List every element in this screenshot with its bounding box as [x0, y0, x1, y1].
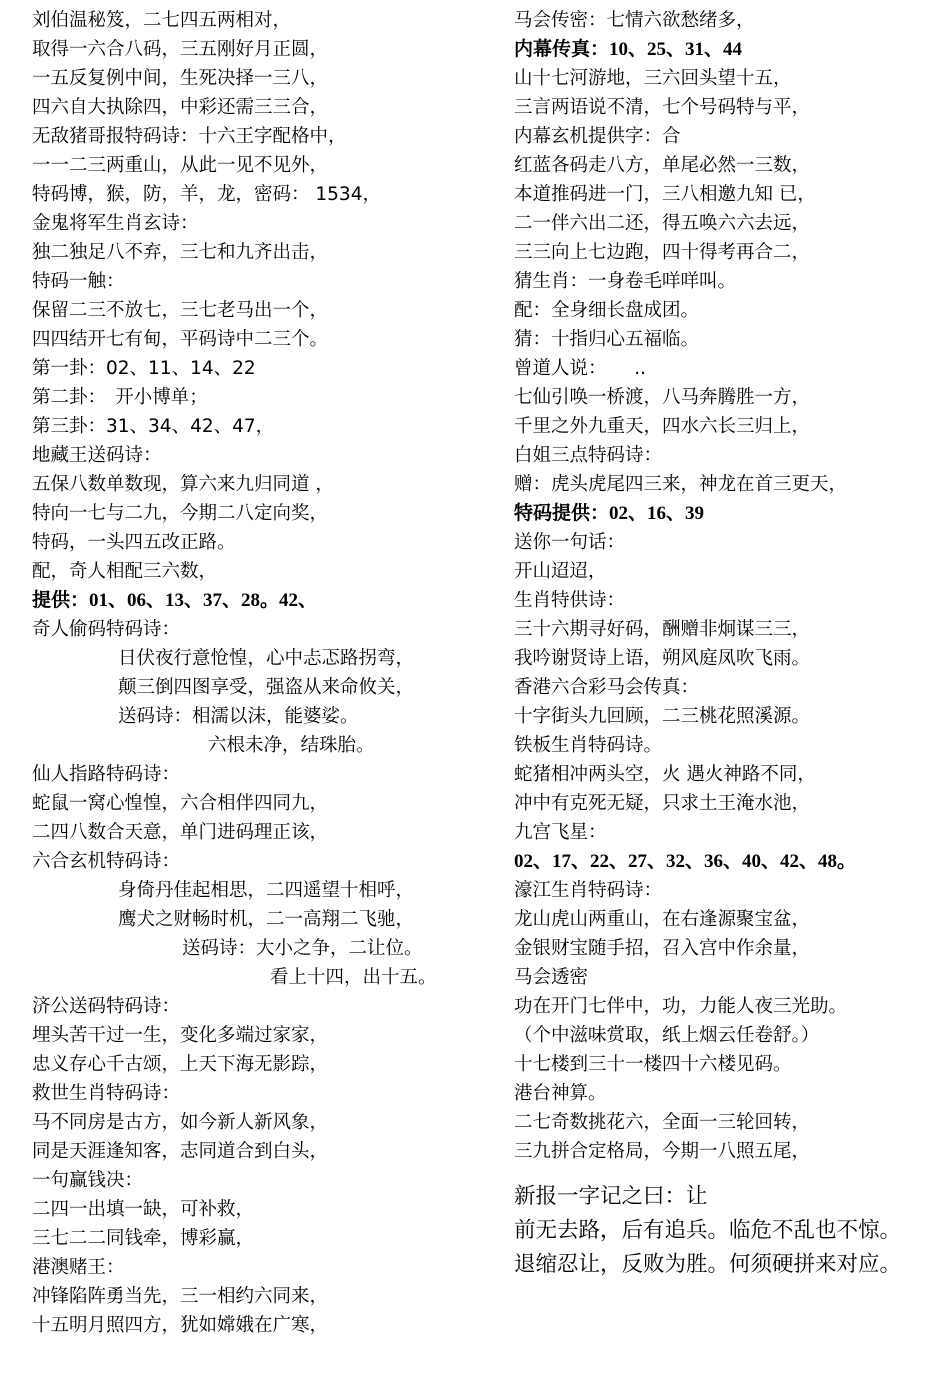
section-heading: 铁板生肖特码诗。 — [514, 735, 663, 756]
spacer — [514, 1166, 932, 1180]
text-line: 配：全身细长盘成团。 — [514, 300, 700, 321]
text-line: 第三卦：31、34、42、47， — [32, 416, 275, 437]
text-line: 送码诗：大小之争，二让位。 — [182, 938, 423, 959]
text-line: 日伏夜行意怆惶，心中忐忑路拐弯， — [118, 648, 415, 669]
text-line: 一五反复例中间，生死决择一三八， — [32, 68, 329, 89]
text-line: 埋头苦干过一生，变化多端过家家， — [32, 1025, 329, 1046]
text-line: 猜生肖：一身卷毛咩咩叫。 — [514, 271, 737, 292]
footer-heading: 新报一字记之曰：让 — [514, 1184, 708, 1209]
text-line: 十七楼到三十一楼四十六楼见码。 — [514, 1054, 792, 1075]
text-line: 内幕玄机提供字：合 — [514, 126, 681, 147]
text-line: 马不同房是古方，如今新人新风象， — [32, 1112, 329, 1133]
footer-line: 前无去路，后有追兵。临危不乱也不惊。 — [514, 1218, 902, 1243]
text-line: 七仙引唤一桥渡，八马奔腾胜一方， — [514, 387, 811, 408]
left-column — [32, 6, 492, 1340]
footer-line: 退缩忍让，反败为胜。何须硬拼来对应。 — [514, 1252, 902, 1277]
text-line: 独二独足八不弃，三七和九齐出击， — [32, 242, 329, 263]
text-line: 二四一出填一缺，可补救， — [32, 1199, 255, 1220]
section-heading: 金鬼将军生肖玄诗： — [32, 213, 199, 234]
section-heading: 马会透密 — [514, 967, 589, 988]
text-line: 十字街头九回顾，二三桃花照溪源。 — [514, 706, 811, 727]
text-line: 二七奇数挑花六，全面一三轮回转， — [514, 1112, 811, 1133]
section-heading: 白姐三点特码诗： — [514, 445, 663, 466]
text-line: 忠义存心千古颂，上天下海无影踪， — [32, 1054, 329, 1075]
text-line: 第一卦：02、11、14、22 — [32, 358, 256, 379]
section-heading: 生肖特供诗： — [514, 590, 626, 611]
text-line: 三言两语说不清，七个号码特与平， — [514, 97, 811, 118]
text-line: 特向一七与二九，今期二八定向奖， — [32, 503, 329, 524]
section-heading: 奇人偷码特码诗： — [32, 619, 181, 640]
text-line: 蛇鼠一窝心惶惶，六合相伴四同九， — [32, 793, 329, 814]
text-line: 同是天涯逢知客，志同道合到白头， — [32, 1141, 329, 1162]
text-line: 马会传密：七情六欲愁绪多， — [514, 10, 755, 31]
text-line: 猜：十指归心五福临。 — [514, 329, 700, 350]
text-line: 本道推码进一门，三八相邀九知 已， — [514, 184, 816, 205]
section-heading: 九宫飞星： — [514, 822, 607, 843]
text-line: 特码，一头四五改正路。 — [32, 532, 236, 553]
text-line: 配，奇人相配三六数， — [32, 561, 218, 582]
text-line: 取得一六合八码，三五刚好月正圆， — [32, 39, 329, 60]
text-line: 蛇猪相冲两头空，火 遇火神路不同， — [514, 764, 816, 785]
section-heading: 济公送码特码诗： — [32, 996, 181, 1017]
text-line: 五保八数单数现，算六来九归同道 ， — [32, 474, 334, 495]
text-line: 颠三倒四图享受，强盗从来命攸关， — [118, 677, 415, 698]
text-line: 二四八数合天意，单门进码理正该， — [32, 822, 329, 843]
text-line: 千里之外九重天，四水六长三归上， — [514, 416, 811, 437]
text-line: 送码诗：相濡以沫，能婆娑。 — [118, 706, 359, 727]
number-line: 特码提供：02、16、39 — [514, 503, 705, 524]
section-heading: 地藏王送码诗： — [32, 445, 162, 466]
text-line: 金银财宝随手招，召入宫中作余量， — [514, 938, 811, 959]
text-line: 身倚丹佳起相思，二四遥望十相呼， — [118, 880, 415, 901]
text-line: 保留二三不放七，三七老马出一个， — [32, 300, 329, 321]
text-line: 我吟谢贤诗上语，朔风庭凤吹飞雨。 — [514, 648, 811, 669]
section-heading: 仙人指路特码诗： — [32, 764, 181, 785]
text-line: 龙山虎山两重山，在右逢源聚宝盆， — [514, 909, 811, 930]
section-heading: 曾道人说： .. — [514, 358, 647, 379]
text-line: 六根未净，结珠胎。 — [208, 735, 375, 756]
text-line: 第二卦： 开小博单； — [32, 387, 208, 408]
text-line: 开山迢迢， — [514, 561, 607, 582]
section-heading: 特码一触： — [32, 271, 125, 292]
number-line: 内幕传真：10、25、31、44 — [514, 39, 743, 60]
text-line: （个中滋味赏取，纸上烟云任卷舒。） — [514, 1025, 820, 1046]
text-line: 赠：虎头虎尾四三来，神龙在首三更天， — [514, 474, 848, 495]
text-line: 一一二三两重山，从此一见不见外， — [32, 155, 329, 176]
text-line: 无敌猪哥报特码诗：十六王字配格中， — [32, 126, 347, 147]
section-heading: 港澳赌王： — [32, 1257, 125, 1278]
section-heading: 六合玄机特码诗： — [32, 851, 181, 872]
text-line: 二一伴六出二还，得五唤六六去远， — [514, 213, 811, 234]
text-line: 红蓝各码走八方，单尾必然一三数， — [514, 155, 811, 176]
section-heading: 送你一句话： — [514, 532, 626, 553]
text-line: 三七二二同钱牵，博彩赢， — [32, 1228, 255, 1249]
section-heading: 香港六合彩马会传真： — [514, 677, 700, 698]
section-heading: 一句赢钱决： — [32, 1170, 144, 1191]
number-line: 提供：01、06、13、37、28。42、 — [32, 590, 318, 611]
number-line: 02、17、22、27、32、36、40、42、48。 — [514, 851, 857, 872]
text-line: 功在开门七伴中，功，力能人夜三光助。 — [514, 996, 848, 1017]
text-line: 四六自大执除四，中彩还需三三合， — [32, 97, 329, 118]
text-line: 刘伯温秘笈，二七四五两相对， — [32, 10, 292, 31]
text-line: 冲锋陷阵勇当先，三一相约六同来， — [32, 1286, 329, 1307]
right-column — [514, 6, 932, 1282]
text-line: 冲中有克死无疑，只求土王淹水池， — [514, 793, 811, 814]
text-line: 三三向上七边跑，四十得考再合二， — [514, 242, 811, 263]
text-line: 山十七河游地，三六回头望十五， — [514, 68, 792, 89]
text-line: 看上十四，出十五。 — [270, 967, 437, 988]
section-heading: 港台神算。 — [514, 1083, 607, 1104]
text-line: 鹰犬之财畅时机，二一高翔二飞驰， — [118, 909, 415, 930]
text-line: 四四结开七有甸，平码诗中二三个。 — [32, 329, 329, 350]
text-line: 三十六期寻好码，酬赠非炯谋三三， — [514, 619, 811, 640]
text-line: 十五明月照四方，犹如嫦娥在广寒， — [32, 1315, 329, 1336]
text-line: 三九拼合定格局，今期一八照五尾， — [514, 1141, 811, 1162]
text-line: 特码博，猴，防，羊，龙，密码： 1534， — [32, 184, 381, 205]
section-heading: 濠江生肖特码诗： — [514, 880, 663, 901]
section-heading: 救世生肖特码诗： — [32, 1083, 181, 1104]
